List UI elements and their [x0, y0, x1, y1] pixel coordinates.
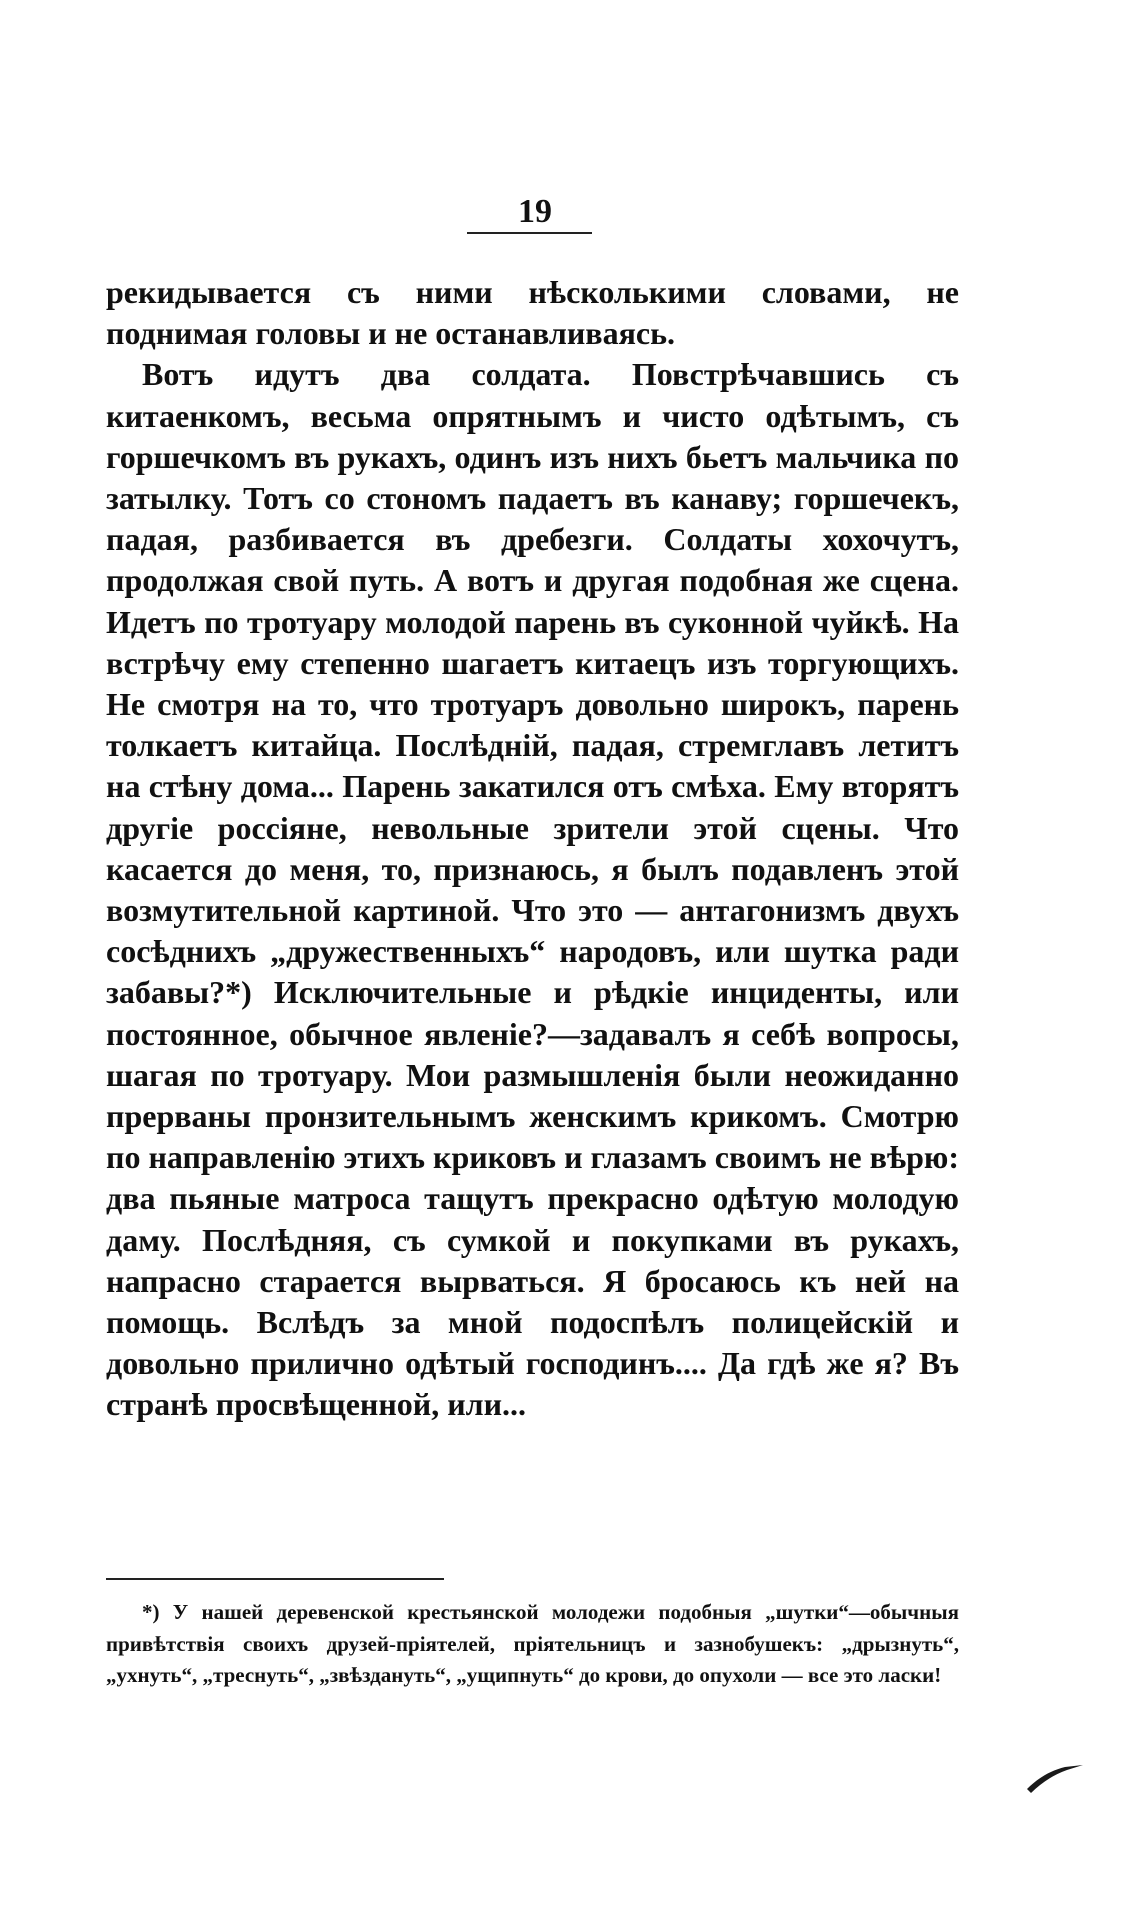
paragraph-continuation: рекидывается съ ними нѣсколькими словами, не поднимая головы и не останавливаясь. — [106, 274, 959, 352]
page-number: 19 — [518, 193, 552, 230]
ink-mark-icon — [1025, 1755, 1085, 1795]
footnote — [106, 1597, 959, 1692]
footnote-text: У нашей деревенской крестьянской молодежи подобныя „шутки“—обычныя привѣтствія своихъ друзей-пріятелей, пріятельницъ и зазнобушекъ: „дрызнуть“, „ухнуть“, „треснуть“, „звѣздануть“, „ущипнуть“ до крови, до опухоли — все это ласки! — [106, 1600, 959, 1687]
header-rule — [467, 232, 592, 234]
footnote-rule — [106, 1578, 444, 1580]
body-text — [106, 272, 959, 1426]
paragraph-main: Вотъ идутъ два солдата. Повстрѣчавшись съ китаенкомъ, весьма опрятнымъ и чисто одѣтымъ, съ горшечкомъ въ рукахъ, одинъ изъ нихъ бьетъ мальчика по затылку. Тотъ со стономъ падаетъ въ канаву; горшечекъ, падая, разбивается въ дребезги. Солдаты хохочутъ, продолжая свой путь. А вотъ и другая подобная же сцена. Идетъ по тротуару молодой парень въ суконной чуйкѣ. На встрѣчу ему степенно шагаетъ китаецъ изъ торгующихъ. Не смотря на то, что тротуаръ довольно широкъ, парень толкаетъ китайца. Послѣдній, падая, стремглавъ летитъ на стѣну дома... Парень закатился отъ смѣха. Ему вторятъ другіе россіяне, невольные зрители этой сцены. Что касается до меня, то, признаюсь, я былъ подавленъ этой возмутительной картиной. Что это — антагонизмъ двухъ сосѣднихъ „дружественныхъ“ народовъ, или шутка ради забавы?*) Исключительные и рѣдкіе инциденты, или постоянное, обычное явленіе?—задавалъ я себѣ вопросы, шагая по тротуару. Мои размышленія были неожиданно прерваны пронзительнымъ женскимъ крикомъ. Смотрю по направленію этихъ криковъ и глазамъ своимъ не вѣрю: два пьяные матроса тащутъ прекрасно одѣтую молодую даму. Послѣдняя, съ сумкой и покупками въ рукахъ, напрасно старается вырваться. Я бросаюсь къ ней на помощь. Вслѣдъ за мной подоспѣлъ полицейскій и довольно прилично одѣтый господинъ.... Да гдѣ же я? Въ странѣ просвѣщенной, или... — [106, 356, 959, 1423]
footnote-marker: *) — [142, 1600, 160, 1624]
